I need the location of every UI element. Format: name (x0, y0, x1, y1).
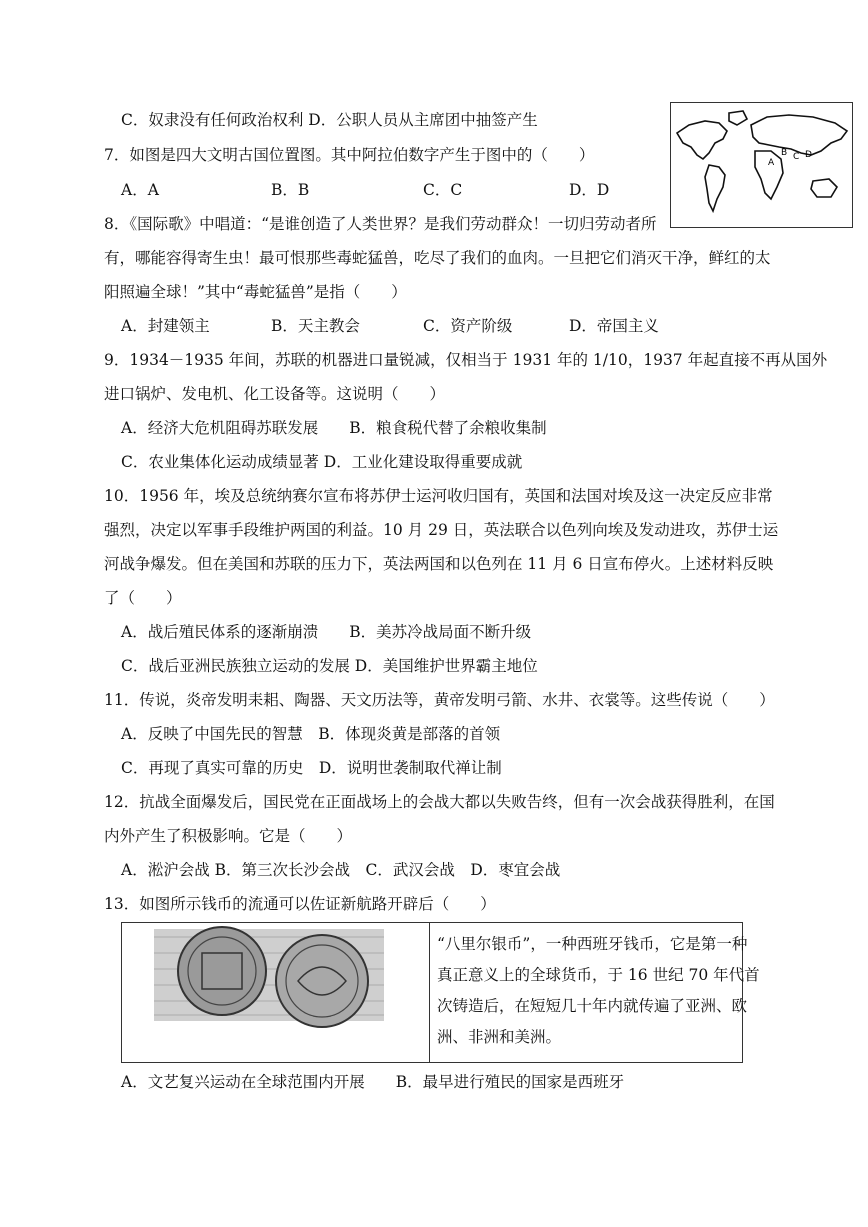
map-label-d: D (805, 150, 812, 160)
q7-option-a: A．A (121, 181, 159, 199)
q10-stem-line3: 河战争爆发。但在美国和苏联的压力下，英法两国和以色列在 11 月 6 日宣布停火。上述材料反映 (104, 555, 774, 573)
q12-stem-line1: 12．抗战全面爆发后，国民党在正面战场上的会战大都以失败告终，但有一次会战获得胜利，在国 (104, 793, 775, 811)
q7-option-d: D．D (569, 181, 610, 199)
q8-stem-line3: 阳照遍全球！”其中“毒蛇猛兽”是指（ ） (104, 283, 407, 301)
q11-stem: 11．传说，炎帝发明耒耜、陶器、天文历法等，黄帝发明弓箭、水井、衣裳等。这些传说（ ） (104, 691, 775, 709)
q7-stem: 7．如图是四大文明古国位置图。其中阿拉伯数字产生于图中的（ ） (104, 146, 595, 164)
q10-stem-line4: 了（ ） (104, 589, 182, 607)
q8-option-c: C．资产阶级 (423, 317, 513, 335)
map-label-a: A (768, 158, 775, 168)
q13-stem: 13．如图所示钱币的流通可以佐证新航路开辟后（ ） (104, 895, 496, 913)
q7-option-c: C．C (423, 181, 463, 199)
coin-description-line3: 次铸造后，在短短几十年内就传遍了亚洲、欧 (437, 997, 748, 1015)
q8-options (121, 316, 681, 336)
q12-stem-line2: 内外产生了积极影响。它是（ ） (104, 827, 353, 845)
q9-options-ab: A．经济大危机阻碍苏联发展 B．粮食税代替了余粮收集制 (121, 419, 547, 437)
coin-figure-table (121, 922, 760, 1063)
coin-image-cell (122, 923, 430, 1062)
q8-stem-line2: 有，哪能容得寄生虫！最可恨那些毒蛇猛兽，吃尽了我们的血肉。一旦把它们消灭干净，鲜红的太 (104, 249, 771, 267)
q12-options: A．淞沪会战 B．第三次长沙会战 C．武汉会战 D．枣宜会战 (121, 861, 561, 879)
coin-description (437, 929, 760, 1053)
world-map-figure (670, 102, 853, 228)
q10-options-ab: A．战后殖民体系的逐渐崩溃 B．美苏冷战局面不断升级 (121, 623, 532, 641)
coin-description-line2: 真正意义上的全球货币，于 16 世纪 70 年代首 (437, 966, 760, 984)
q7-option-b: B．B (271, 181, 310, 199)
q6-options-cd: C．奴隶没有任何政治权利 D．公职人员从主席团中抽签产生 (121, 111, 538, 129)
coin-description-line1: “八里尔银币”，一种西班牙钱币，它是第一种 (437, 935, 748, 953)
q10-stem-line2: 强烈，决定以军事手段维护两国的利益。10 月 29 日，英法联合以色列向埃及发动进攻，苏伊士运 (104, 521, 779, 539)
q13-options-ab: A．文艺复兴运动在全球范围内开展 B．最早进行殖民的国家是西班牙 (121, 1073, 625, 1091)
q9-options-cd: C．农业集体化运动成绩显著 D．工业化建设取得重要成就 (121, 453, 523, 471)
q8-option-d: D．帝国主义 (569, 317, 659, 335)
q8-option-b: B．天主教会 (271, 317, 360, 335)
q8-stem-line1: 8．《国际歌》中唱道：“是谁创造了人类世界？是我们劳动群众！一切归劳动者所 (104, 215, 657, 233)
q11-options-ab: A．反映了中国先民的智慧 B．体现炎黄是部落的首领 (121, 725, 501, 743)
q8-option-a: A．封建领主 (121, 317, 210, 335)
coin-description-line4: 洲、非洲和美洲。 (437, 1028, 562, 1046)
coin-image (122, 923, 429, 1062)
q10-options-cd: C．战后亚洲民族独立运动的发展 D．美国维护世界霸主地位 (121, 657, 538, 675)
q11-options-cd: C．再现了真实可靠的历史 D．说明世袭制取代禅让制 (121, 759, 502, 777)
map-label-b: B (781, 148, 788, 158)
q7-options (121, 180, 621, 200)
q10-stem-line1: 10．1956 年，埃及总统纳赛尔宣布将苏伊士运河收归国有，英国和法国对埃及这一决定反应非常 (104, 487, 773, 505)
world-map-image (671, 103, 852, 227)
q9-stem-line1: 9．1934－1935 年间，苏联的机器进口量锐减，仅相当于 1931 年的 1/10，1937 年起直接不再从国外 (104, 351, 828, 369)
q9-stem-line2: 进口锅炉、发电机、化工设备等。这说明（ ） (104, 385, 446, 403)
map-label-c: C (793, 152, 800, 162)
